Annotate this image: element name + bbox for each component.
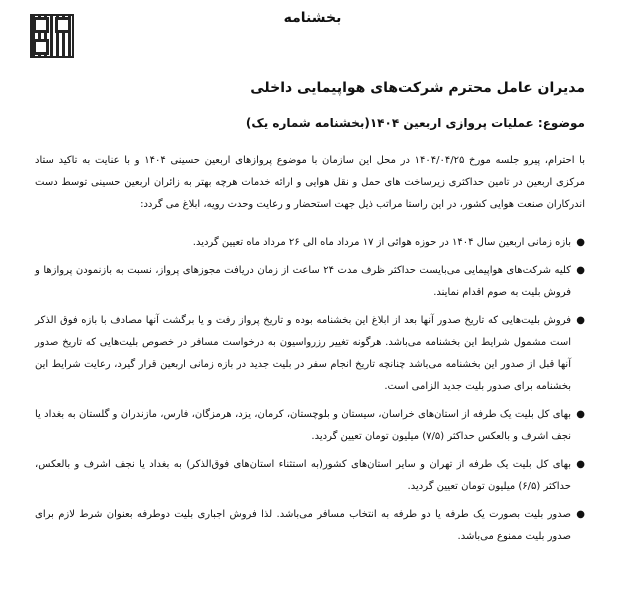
list-item-text: بهای کل بلیت یک طرفه از تهران و سایر استان‌های کشور(به استثناء استان‌های فوق‌الذکر) به بغداد یا نجف اشرف و بالعکس، حداکثر (۶/۵) میلیون تومان تعیین گردید. (35, 459, 571, 492)
bullet-icon: ● (576, 459, 585, 470)
addressee-line: مدیران عامل محترم شرکت‌های هواپیمایی داخلی (250, 80, 585, 96)
bullet-icon: ● (576, 409, 585, 420)
page-fade (0, 560, 625, 600)
list-item-text: کلیه شرکت‌های هواپیمایی می‌بایست حداکثر ظرف مدت ۲۴ ساعت از زمان دریافت مجوزهای پرواز، نسبت به بازنمودن پروازها و فروش بلیت به صوم اقدام نمایند. (35, 265, 571, 298)
list-item-text: بازه زمانی اربعین سال ۱۴۰۴ در حوزه هوائی از ۱۷ مرداد ماه الی ۲۶ مرداد ماه تعیین گردید. (192, 237, 571, 248)
list-item (35, 454, 585, 498)
bullet-icon: ● (576, 509, 585, 520)
bullet-icon: ● (576, 315, 585, 326)
list-item (35, 404, 585, 448)
list-item-text: فروش بلیت‌هایی که تاریخ صدور آنها بعد از ابلاغ این بخشنامه بوده و تاریخ پرواز رفت و یا برگشت آنها مصادف با بازه فوق الذکر است مشمول شرایط این بخشنامه می‌باشد. هرگونه تغییر رزرواسیون به درخواست مسافر در خصوص بلیت‌هایی که تاریخ صدور آنها قبل از صدور این بخشنامه می‌باشد چنانچه تاریخ انجام سفر در بلیت جدید در بازه زمانی اربعین قرار گیرد، رعایت شرایط این بخشنامه برای صدور بلیت جدید الزامی است. (35, 315, 571, 392)
list-item-text: بهای کل بلیت یک طرفه از استان‌های خراسان، سیستان و بلوچستان، کرمان، یزد، هرمزگان، فارس، مازندران و گلستان به بغداد یا نجف اشرف و بالعکس حداکثر (۷/۵) میلیون تومان تعیین گردید. (35, 409, 571, 442)
intro-paragraph: با احترام، پیرو جلسه مورخ ۱۴۰۴/۰۴/۲۵ در محل این سازمان با موضوع پروازهای اربعین حسینی ۱۴۰۴ و با عنایت به تاکید ستاد مرکزی اربعین در تامین حداکثری زیرساخت های حمل و نقل هوایی و ارائه خدمات هرچه بهتر به زائران اربعین حسینی توسط دست اندرکاران صنعت هوایی کشور، در این راستا مراتب ذیل جهت استحضار و رعایت وحدت رویه، ابلاغ می گردد: (35, 155, 586, 210)
list-item-text: صدور بلیت بصورت یک طرفه یا دو طرفه به انتخاب مسافر می‌باشد. لذا فروش اجباری بلیت دوطرفه بعنوان شرط لازم برای صدور بلیت ممنوع می‌باشد. (35, 509, 571, 542)
list-item (35, 310, 585, 398)
directive-list (35, 232, 585, 554)
bullet-icon: ● (576, 265, 585, 276)
document-title: بخشنامه (283, 10, 342, 26)
list-item (35, 260, 585, 304)
list-item (35, 504, 585, 548)
subject-line: موضوع: عملیات پروازی اربعین ۱۴۰۴(بخشنامه شماره یک) (245, 116, 585, 130)
list-item (35, 232, 585, 254)
bullet-icon: ● (576, 237, 585, 248)
